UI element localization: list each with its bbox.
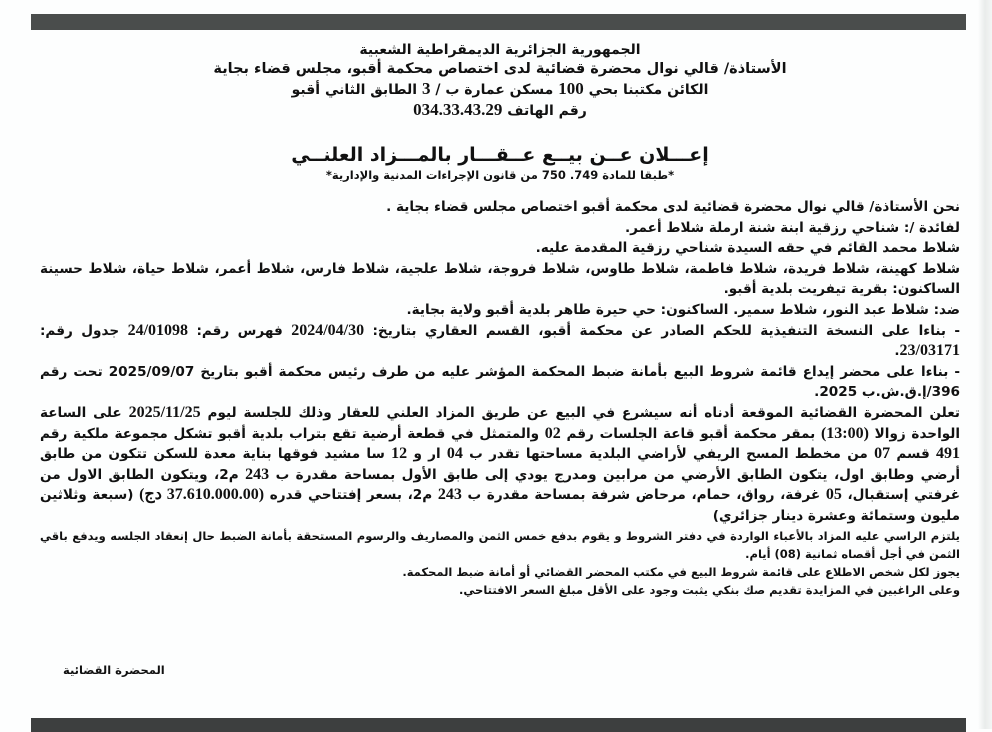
- auction-time: (13:00): [820, 424, 869, 442]
- office-address: الكائن مكتبنا بحي 100 مسكن عمارة ب / 3 الطابق الثاني أقبو: [291, 79, 709, 98]
- conditions-deposit: - بناءا على محضر إيداع قائمة شروط البيع بأمانة ضبط المحكمة المؤشر عليه من طرف رئيس محكمة أقبو بتاريخ 2025/09/07 تحت رقم 396/إ.ق.ش.ب 2025.: [40, 363, 960, 401]
- top-scan-border: [31, 14, 966, 30]
- defendants: ضد: شلاط عبد النور، شلاط سمير. الساكنون: حي حيرة طاهر بلدية أقبو ولاية بجاية.: [406, 301, 960, 318]
- scan-edge: [978, 0, 992, 729]
- signature: المحضرة القضائية: [63, 663, 165, 677]
- inspection-note: يجوز لكل شخص الاطلاع على قائمة شروط البيع في مكتب المحضر القضائي أو أمانة ضبط المحكمة.: [402, 564, 960, 579]
- bailiff-name: الأستاذة/ قالي نوال محضرة قضائية لدى اختصاص محكمة أقبو، مجلس قضاء بجاية: [213, 61, 787, 77]
- guardian-line: شلاط محمد القائم في حقه السيدة شناحي رزقية المقدمة عليه.: [535, 240, 960, 257]
- phone-number: 034.33.43.29: [413, 100, 503, 119]
- beneficiary: لفائدة /: شناحي رزقية ابنة شنة ارملة شلاط أعمر.: [624, 219, 960, 236]
- judgment-date: 2024/04/30: [291, 321, 365, 339]
- starting-price: (37.610.000.00 دج): [139, 486, 265, 504]
- legal-reference: *طبقا للمادة 749. 750 من قانون الإجراءات المدنية والإدارية*: [325, 168, 675, 182]
- auction-date: 2025/11/25: [128, 403, 201, 421]
- beneficiaries-list: شلاط كهينة، شلاط فريدة، شلاط فاطمة، شلاط طاوس، شلاط فروجة، شلاط علجية، شلاط فارس، شلاط أعمر، شلاط حياة، شلاط حسينة الساكنون: بقرية تيفريت بلدية أقبو.: [40, 260, 960, 298]
- phone-line: رقم الهاتف 034.33.43.29: [413, 100, 587, 119]
- document-header: [40, 41, 960, 121]
- table-number: 23/03171: [899, 342, 960, 360]
- index-number: 24/01098: [127, 321, 189, 339]
- republic-name: الجمهورية الجزائرية الديمقراطية الشعبية: [359, 42, 641, 58]
- notice-body: [40, 197, 960, 599]
- bottom-scan-border: [31, 718, 966, 732]
- bailiff-statement: نحن الأستاذة/ قالي نوال محضرة قضائية لدى محكمة أقبو اختصاص مجلس قضاء بجاية .: [386, 199, 960, 215]
- judgment-reference: - بناءا على النسخة التنفيذية للحكم الصادر عن محكمة أقبو، القسم العقاري بتاريخ: 2024/04/30 فهرس رقم: 24/01098 جدول رقم: 23/03171.: [40, 321, 961, 360]
- auction-details: تعلن المحضرة القضائية الموقعة أدناه أنه سيشرع في البيع عن طريق المزاد العلني للعقار وذلك للجلسة ليوم 2025/11/25 على الساعة الواحدة زوالا (13:00) بمقر محكمة أقبو قاعة الجلسات رقم 02 والمتمثل في قطعة أرضية تقع بتراب بلدية أقبو تشكل مجموعة ملكية رقم 491 قسم 07 من مخطط المسح الريفي لأراضي البلدية مساحتها تقدر ب 04 ار و 12 سا مشيد فوقها بناية معدة للسكن تتكون من طابق أرضي وطابق اول، يتكون الطابق الأرضي من مرابين ومدرج يودي إلى طابق الأول بمساحة مقدرة ب 243 م2، ويتكون الطابق الاول من غرفتي إستقبال، 05 غرفة، رواق، حمام، مرحاض شرفة بمساحة مقدرة ب 243 م2، بسعر إفتتاحي قدره (37.610.000.00 دج) (سبعة وثلاثين مليون وستمائة وعشرة دينار جزائري): [40, 403, 961, 524]
- notice-title: إعـــلان عــن بيــع عــقـــار بالمـــزاد العلنــي: [291, 144, 709, 166]
- payment-obligations: يلتزم الراسي عليه المزاد بالأعباء الواردة في دفتر الشروط و يقوم بدفع خمس الثمن والمصاريف والرسوم المستحقة بأمانة الضبط حال إنعقاد الجلسه ويدفع باقي الثمن في أجل أقصاه ثمانية (08) أيام.: [40, 528, 960, 561]
- bank-check-requirement: وعلى الراغبين في المزايدة تقديم صك بنكي يثبت وجود على الأقل مبلغ السعر الافتتاحي.: [459, 582, 960, 597]
